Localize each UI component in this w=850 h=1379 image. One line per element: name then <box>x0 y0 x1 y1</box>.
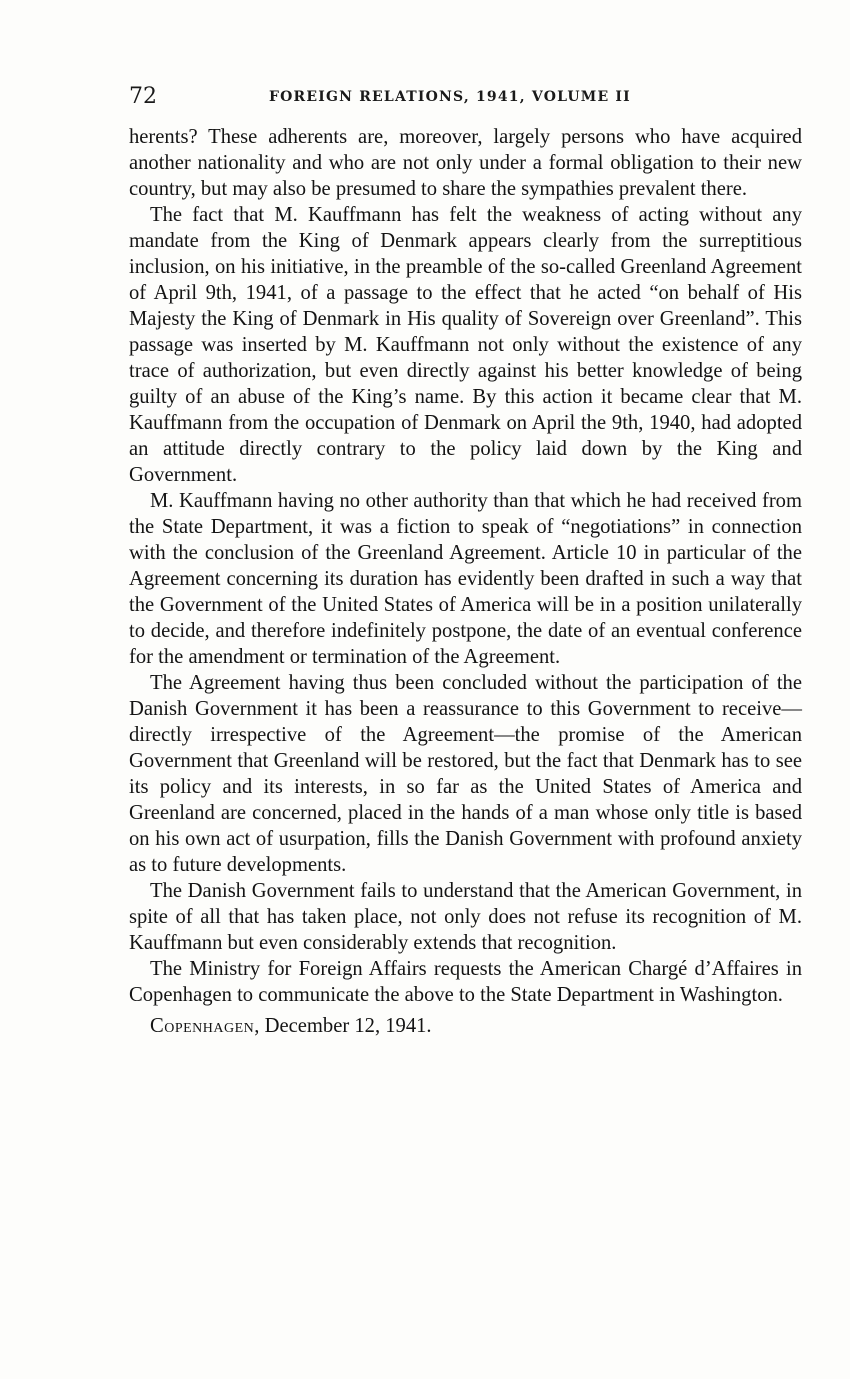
signoff-place: Copenhagen <box>150 1015 255 1037</box>
running-head: FOREIGN RELATIONS, 1941, VOLUME II <box>269 89 631 105</box>
body-text <box>129 124 802 1039</box>
paragraph-negotiations: M. Kauffmann having no other authority than that which he had received from the State Department, it was a fiction to speak of “negotiations” in connection with the conclusion of the Greenland Agreement. Article 10 in particular of the Agreement concerning its duration has evidently been drafted in such a way that the Government of the United States of America will be in a position unilaterally to decide, and therefore indefinitely postpone, the date of an eventual conference for the amendment or termination of the Agreement. <box>129 490 802 668</box>
page-number: 72 <box>129 84 157 109</box>
paragraph-kauffmann-mandate: The fact that M. Kauffmann has felt the weakness of acting without any mandate from the King of Denmark appears clearly from the surreptitious inclusion, on his initiative, in the preamble of the so-called Greenland Agreement of April 9th, 1941, of a passage to the effect that he acted “on behalf of His Majesty the King of Denmark in His quality of Sovereign over Greenland”. This passage was inserted by M. Kauffmann not only without the existence of any trace of authorization, but even directly against his better knowledge of being guilty of an abuse of the King’s name. By this action it became clear that M. Kauffmann from the occupation of Denmark on April the 9th, 1940, had adopted an attitude directly contrary to the policy laid down by the King and Government. <box>129 204 802 486</box>
paragraph-continuation: herents? These adherents are, moreover, largely persons who have acquired another nationality and who are not only under a formal obligation to their new country, but may also be presumed to share the sympathies prevalent there. <box>129 126 802 200</box>
paragraph-recognition: The Danish Government fails to understand that the American Government, in spite of all that has taken place, not only does not refuse its recognition of M. Kauffmann but even considerably extends that recognition. <box>129 880 802 954</box>
signoff <box>129 1013 802 1039</box>
signoff-date: , December 12, 1941. <box>254 1015 432 1037</box>
page-header <box>129 82 802 112</box>
paragraph-ministry-request: The Ministry for Foreign Affairs requests the American Chargé d’Affaires in Copenhagen to communicate the above to the State Department in Washington. <box>129 958 802 1006</box>
paragraph-reassurance: The Agreement having thus been concluded without the participation of the Danish Government it has been a reassurance to this Government to receive—directly irrespective of the Agreement—the promise of the American Government that Greenland will be restored, but the fact that Denmark has to see its policy and its interests, in so far as the United States of America and Greenland are concerned, placed in the hands of a man whose only title is based on his own act of usurpation, fills the Danish Government with profound anxiety as to future developments. <box>129 672 802 876</box>
